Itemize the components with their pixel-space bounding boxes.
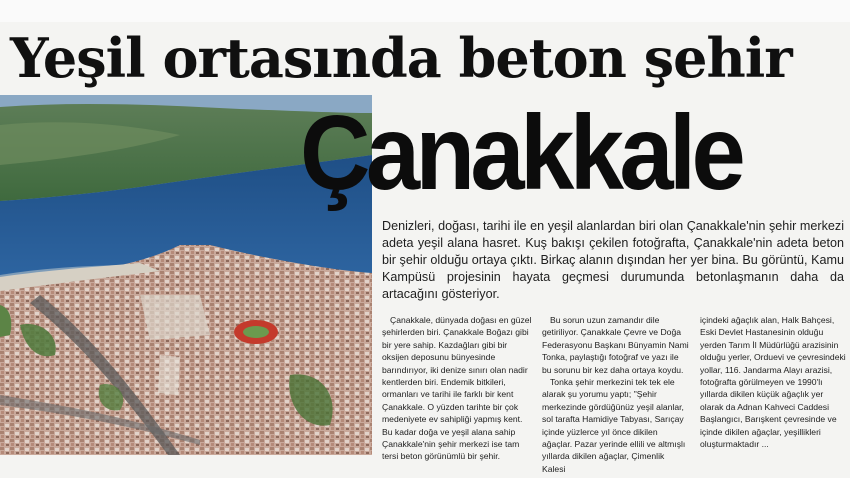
lead-paragraph: Denizleri, doğası, tarihi ile en yeşil alanlardan biri olan Çanakkale'nin şehir merkezi adeta yeşil alana hasret. Kuş bakışı çekilen fotoğrafta, Çanakkale'nin adeta beton bir şehir olduğu ortaya çıktı. Birkaç alanın dışından her yer bina. Bu görüntü, Kamu Kampüsü projesinin hayata geçmesi durumunda betonlaşmanın daha da artacağını gösteriyor. bbox=[382, 219, 844, 301]
column-paragraph: içindeki ağaçlık alan, Halk Bahçesi, Eski Devlet Hastanesinin olduğu yerden Tarım İl Müdürlüğü arazisinin olduğu yerler, Orduevi ve çevresindeki yollar, 116. Jandarma Alayı arazisi, fotoğrafta görülmeyen ve 1990'lı yıllarda dikilen küçük ağaçlık yer olarak da Adnan Kahveci Caddesi Başlangıcı, Barışkent çevresinde ve içinde dikilen ağaçlar, yeşillikleri oluşturmaktadır ... bbox=[700, 315, 846, 450]
text-column-2 bbox=[542, 314, 690, 475]
column-paragraph: Bu sorun uzun zamandır dile getiriliyor. Çanakkale Çevre ve Doğa Federasyonu Başkanı Bünyamin Nami Tonka, paylaştığı fotoğraf ve yazı ile bu sorunu bir kez daha ortaya koydu. bbox=[542, 315, 689, 375]
column-paragraph: Tonka şehir merkezini tek tek ele alarak şu yorumu yaptı; "Şehir merkezinde gördüğünüz yeşil alanlar, sol tarafta Hamidiye Tabyası, Sarıçay içinde yüzlerce yıl önce dikilen ağaçlar. Pazar yerinde ellili ve altmışlı yıllarda dikilen ağaçlar, Çimenlik Kalesi bbox=[542, 377, 686, 474]
city-title: Çanakkale bbox=[300, 94, 742, 212]
headline: Yeşil ortasında beton şehir bbox=[10, 26, 792, 90]
text-column-1 bbox=[382, 314, 532, 463]
text-column-3 bbox=[700, 314, 846, 450]
column-paragraph: Çanakkale, dünyada doğası en güzel şehirlerden biri. Çanakkale Boğazı gibi bir yere sahip. Kazdağları gibi bir oksijen deposunu bünyesinde barındırıyor, iki denize sınırı olan nadir kentlerden biri. Endemik bitkileri, ormanları ve tarihi ile farklı bir kent Çanakkale. O yüzden tarihte bir çok medeniyete ev sahipliği yapmış kent. Bu kadar doğa ve yeşil alana sahip Çanakkale'nin şehir merkezi ise tam tersi beton görünümlü bir şehir. bbox=[382, 315, 532, 462]
page-top-margin bbox=[0, 0, 850, 22]
page-bottom-margin bbox=[0, 455, 372, 478]
